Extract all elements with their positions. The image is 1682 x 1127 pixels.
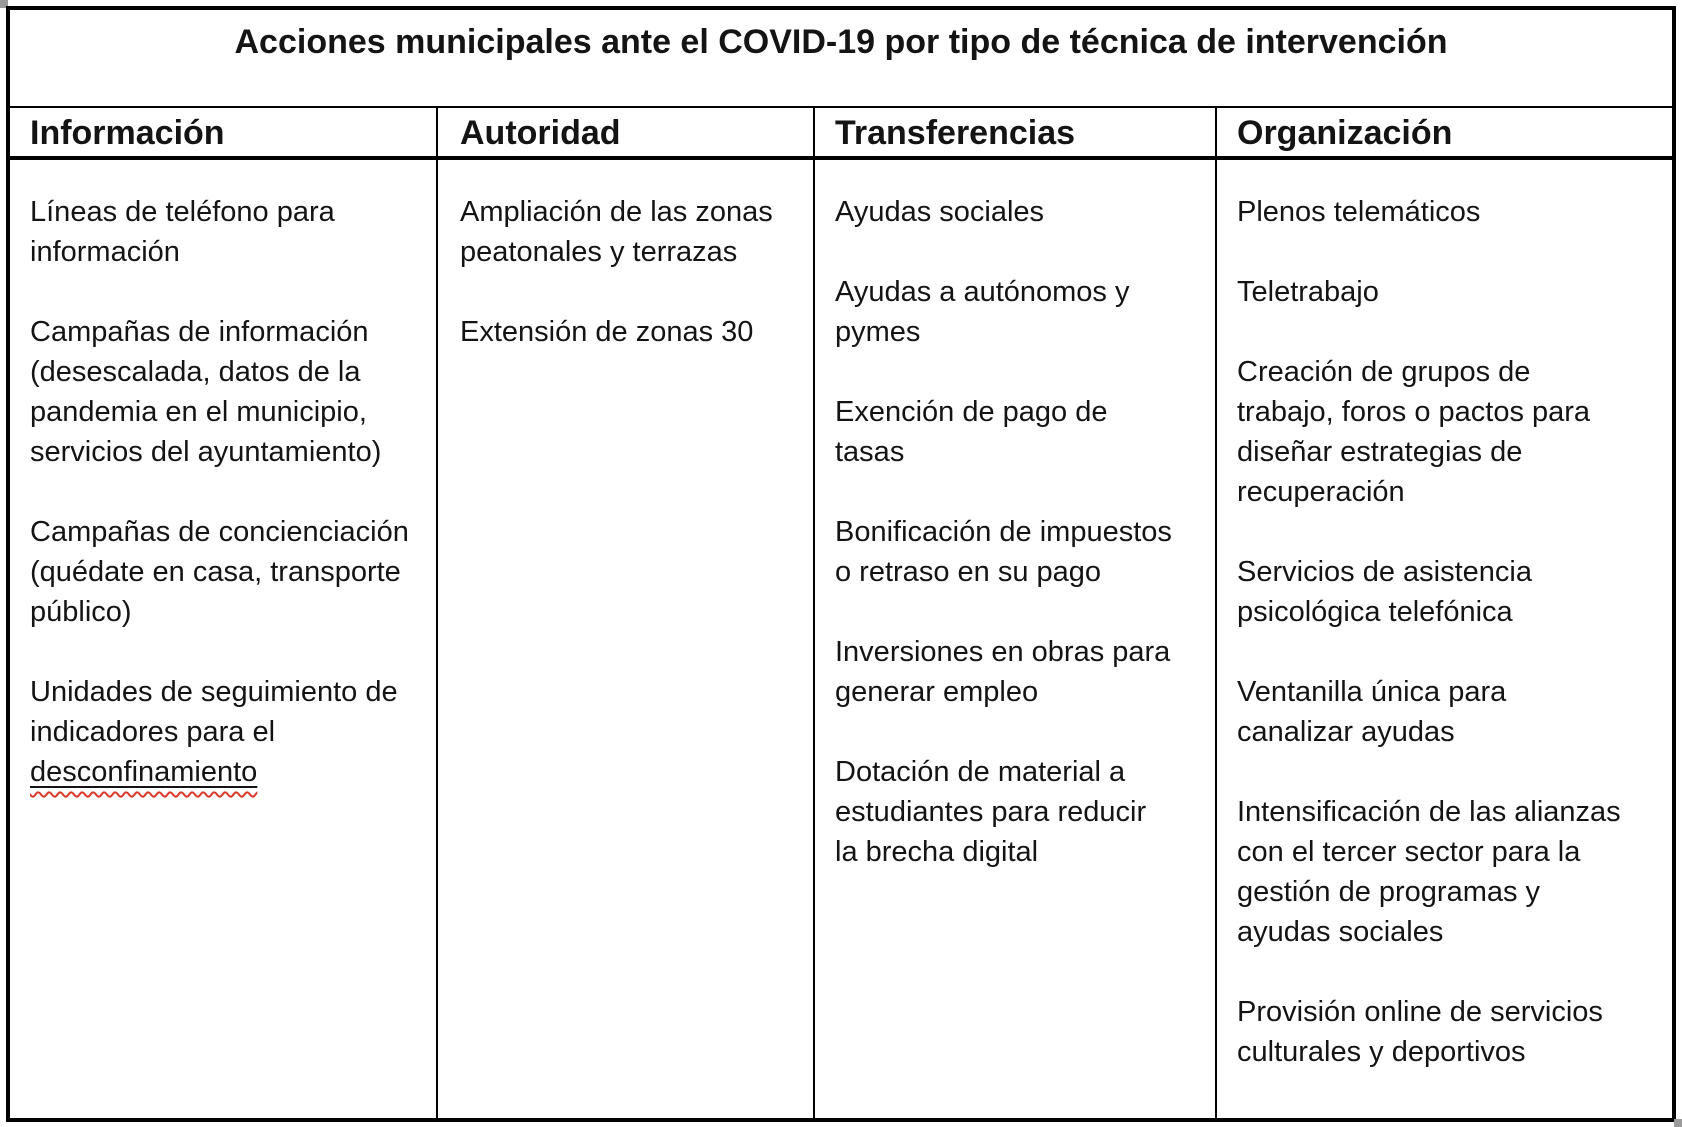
list-item: Extensión de zonas 30 [460,316,754,348]
list-item: Creación de grupos de trabajo, foros o pactos para diseñar estrategias de recuperación [1237,356,1591,508]
table-body-row [10,160,1672,1118]
list-item: Bonificación de impuestos o retraso en su pago [835,516,1172,588]
list-item: Ayudas a autónomos y pymes [835,276,1130,348]
list-item-text: Unidades de seguimiento de indicadores para el [30,676,398,748]
column-header-organizacion: Organización [1237,114,1453,152]
list-item: Ventanilla única para canalizar ayudas [1237,676,1507,748]
list-item: Líneas de teléfono para información [30,196,335,268]
actions-table [6,6,1676,1122]
list-item: Dotación de material a estudiantes para reducir la brecha digital [835,756,1147,868]
misspelled-word: desconfinamiento [30,756,258,788]
column-header-transferencias: Transferencias [815,108,1217,156]
table-title-row [10,10,1672,108]
column-header-autoridad: Autoridad [438,108,815,156]
list-item: Ampliación de las zonas peatonales y terrazas [460,196,773,268]
underlined-word [30,756,257,788]
column-cell-autoridad [438,160,815,1118]
list-item: Inversiones en obras para generar empleo [835,636,1171,708]
list-item: Teletrabajo [1237,276,1379,308]
column-cell-organizacion [1217,160,1672,1118]
table-header-row [10,108,1672,160]
list-item: Servicios de asistencia psicológica telefónica [1237,556,1532,628]
list-item: Provisión online de servicios culturales y deportivos [1237,996,1603,1068]
column-cell-informacion [10,160,438,1118]
list-item: Campañas de concienciación (quédate en casa, transporte público) [30,516,409,628]
list-item: Plenos telemáticos [1237,196,1481,228]
list-item: Ayudas sociales [835,196,1045,228]
column-header-informacion: Información [10,108,438,156]
column-cell-transferencias [815,160,1217,1118]
page-title: Acciones municipales ante el COVID-19 por tipo de técnica de intervención [234,23,1448,61]
table-resize-handle[interactable] [1674,1119,1682,1127]
list-item: Campañas de información (desescalada, datos de la pandemia en el municipio, servicios del ayuntamiento) [30,316,382,468]
list-item: Intensificación de las alianzas con el tercer sector para la gestión de programas y ayudas sociales [1237,796,1621,948]
list-item [30,672,420,792]
list-item: Exención de pago de tasas [835,396,1108,468]
